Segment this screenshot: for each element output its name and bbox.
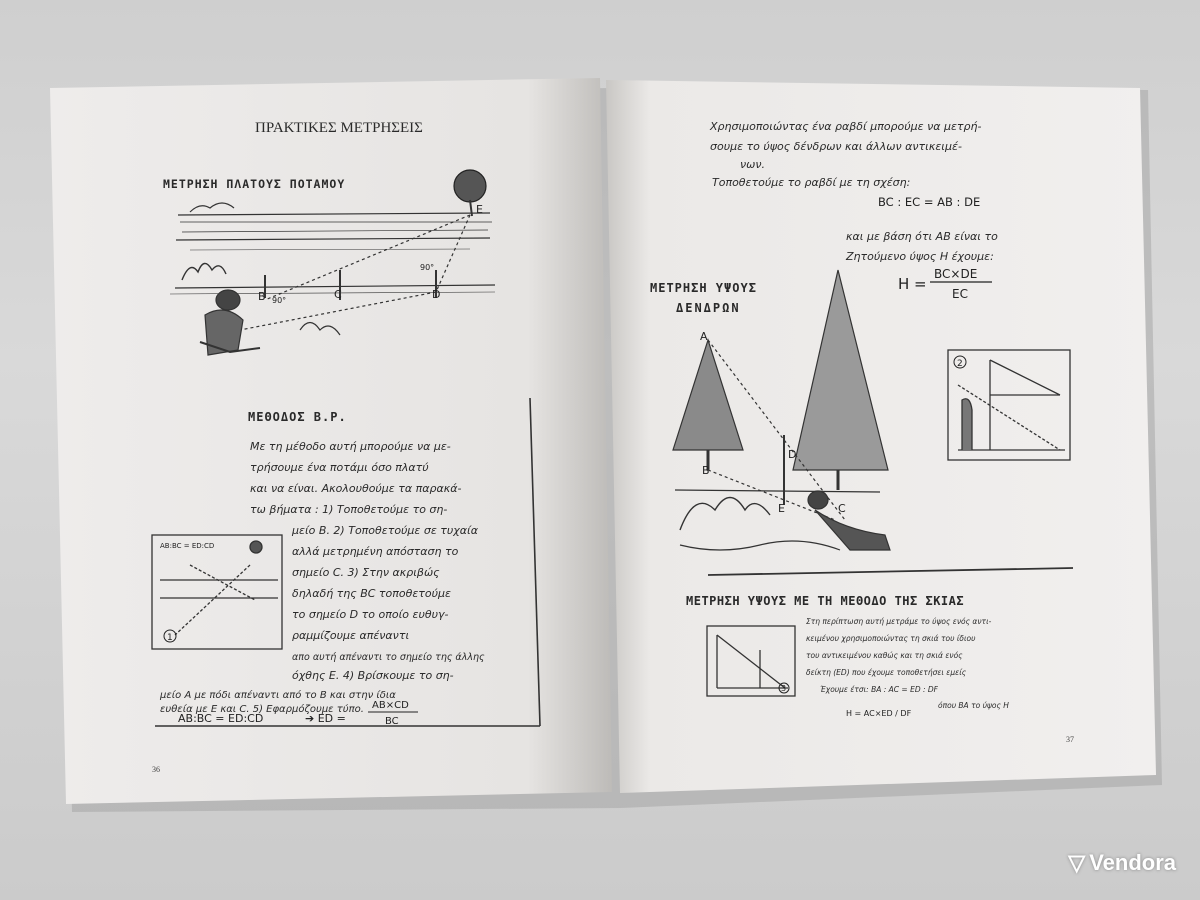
right-page-number: 37 <box>1066 735 1074 744</box>
label-90-right: 90° <box>420 263 435 272</box>
tree-label-d: D <box>788 448 797 461</box>
method-line: τω βήματα : 1) Τοποθετούμε το ση- <box>250 503 448 516</box>
tree-heading-2: ΔΕΝΔΡΩΝ <box>676 301 741 315</box>
inset-1-number: 1 <box>167 633 173 643</box>
method-line: όχθης Ε. 4) Βρίσκουμε το ση- <box>292 669 454 682</box>
tree-heading-1: ΜΕΤΡΗΣΗ ΥΨΟΥΣ <box>650 281 757 295</box>
intro-line: νων. <box>740 158 765 171</box>
formula-left: AB:BC = ED:CD <box>178 712 264 725</box>
method-heading: ΜΕΘΟΔΟΣ Β.Ρ. <box>248 410 347 424</box>
shadow-formula: H = AC×ED / DF <box>846 709 912 718</box>
shadow-where: όπου ΒΑ το ύψος Η <box>938 701 1009 710</box>
formula-denominator: BC <box>385 716 399 727</box>
shadow-line: του αντικειμένου καθώς και τη σκιά ενός <box>806 651 963 660</box>
formula-arrow: ➔ ED = <box>305 712 346 725</box>
inset-2-number: 2 <box>957 359 963 369</box>
h-numerator: BC×DE <box>934 267 978 281</box>
relation-formula: BC : EC = AB : DE <box>878 195 981 209</box>
tree-label-b: B <box>702 464 710 477</box>
tree-label-e: E <box>778 502 785 515</box>
method-line: μείο Α με πόδι απέναντι από το Β και στην ίδια <box>160 690 396 701</box>
vendora-brand: Vendora <box>1089 850 1176 875</box>
tree-label-c: C <box>838 502 846 515</box>
label-b: B <box>258 290 266 303</box>
left-page-number: 36 <box>152 765 160 774</box>
left-page-title: ΠΡΑΚΤΙΚΕΣ ΜΕΤΡΗΣΕΙΣ <box>255 120 423 136</box>
method-line: τρήσουμε ένα ποτάμι όσο πλατύ <box>250 461 429 474</box>
shadow-heading: ΜΕΤΡΗΣΗ ΥΨΟΥΣ ΜΕ ΤΗ ΜΕΘΟΔΟ ΤΗΣ ΣΚΙΑΣ <box>686 594 965 608</box>
label-90-left: 90° <box>272 296 287 305</box>
vendora-v-icon: ▽ <box>1068 850 1086 875</box>
method-line: και να είναι. Ακολουθούμε τα παρακά- <box>250 482 462 495</box>
intro-line: Τοποθετούμε το ραβδί με τη σχέση: <box>712 176 911 189</box>
shadow-line: κειμένου χρησιμοποιώντας τη σκιά του ίδιου <box>806 634 976 643</box>
intro-line: σουμε το ύψος δένδρων και άλλων αντικειμέ- <box>710 140 962 153</box>
vendora-watermark <box>1068 850 1176 876</box>
method-line: το σημείο D το οποίο ευθυγ- <box>292 608 449 621</box>
h-label: H = <box>898 275 927 293</box>
known-line-1: και με βάση ότι ΑΒ είναι το <box>846 230 998 243</box>
method-line: σημείο C. 3) Στην ακριβώς <box>292 566 440 579</box>
method-line: απο αυτή απέναντι το σημείο της άλλης <box>292 652 485 663</box>
shadow-line: Έχουμε έτσι: BA : AC = ED : DF <box>820 685 938 694</box>
tree-label-a: A <box>700 330 708 343</box>
shadow-line: δείκτη (ED) που έχουμε τοποθετήσει εμείς <box>806 668 967 677</box>
h-denominator: EC <box>952 287 968 301</box>
label-e: E <box>476 203 483 216</box>
method-line: ευθεία με Ε και C. 5) Εφαρμόζουμε τύπο. <box>160 704 364 715</box>
river-heading: ΜΕΤΡΗΣΗ ΠΛΑΤΟΥΣ ΠΟΤΑΜΟΥ <box>163 177 346 191</box>
inset-1-caption: AB:BC = ED:CD <box>160 542 215 550</box>
shadow-line: Στη περίπτωση αυτή μετράμε το ύψος ενός αντι- <box>806 617 992 626</box>
method-line: μείο Β. 2) Τοποθετούμε σε τυχαία <box>292 524 478 537</box>
intro-line: Χρησιμοποιώντας ένα ραβδί μπορούμε να μετρή- <box>710 120 982 133</box>
method-line: αλλά μετρημένη απόσταση το <box>292 545 459 558</box>
known-line-2: Ζητούμενο ύψος Η έχουμε: <box>846 250 994 263</box>
formula-numerator: AB×CD <box>372 700 409 711</box>
method-line: Με τη μέθοδο αυτή μπορούμε να με- <box>250 440 451 453</box>
method-line: ραμμίζουμε απέναντι <box>292 629 410 642</box>
inset-3-number: 3 <box>781 684 787 693</box>
label-c: C <box>334 288 342 301</box>
method-line: δηλαδή της BC τοποθετούμε <box>292 587 451 600</box>
label-d: D <box>432 288 441 301</box>
